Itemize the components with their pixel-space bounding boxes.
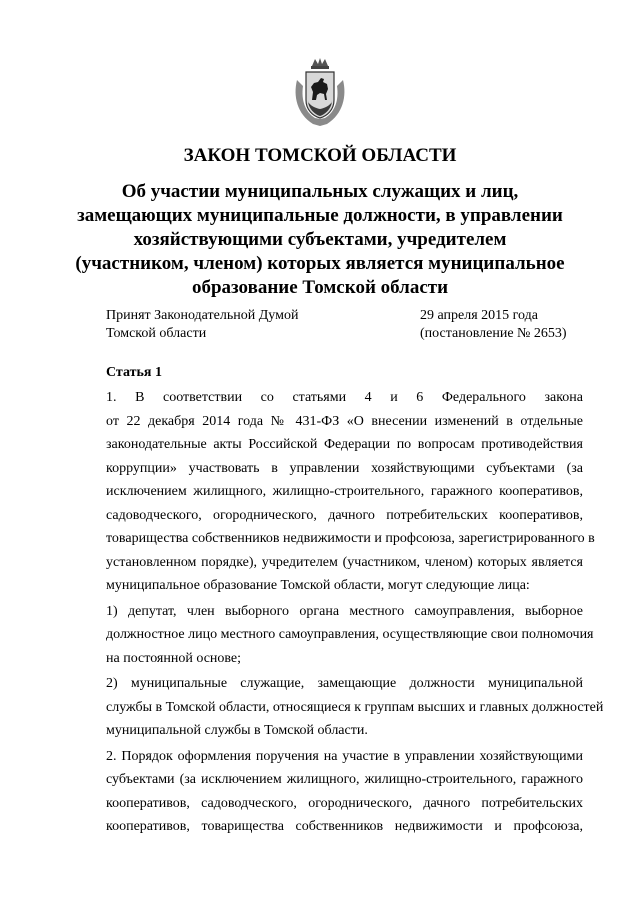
subtitle-line: Об участии муниципальных служащих и лиц,	[121, 181, 519, 202]
adoption-date-line: 29 апреля 2015 года	[420, 308, 538, 323]
paragraph	[106, 600, 594, 671]
text-line: кооперативов, товарищества собственников недвижимости и профсоюза,	[106, 819, 583, 834]
text-line: на постоянной основе;	[106, 650, 242, 666]
subtitle-line: хозяйствующими субъектами, учредителем	[133, 229, 507, 250]
text-line: 2. Порядок оформления поручения на участие в управлении хозяйствующими	[106, 748, 583, 764]
subtitle-line: образование Томской области	[191, 277, 449, 298]
subtitle-line: (участником, членом) которых является муниципальное	[75, 253, 565, 274]
text-line: от 22 декабря 2014 года № 431-ФЗ «О внесении изменений в отдельные	[106, 413, 583, 429]
text-line: службы в Томской области, относящиеся к группам высших и главных должностей	[106, 699, 604, 715]
resolution-number: (постановление № 2653)	[420, 326, 567, 341]
text-line: субъектами (за исключением жилищного, жилищно-строительного, гаражного	[106, 772, 583, 787]
law-subtitle	[50, 180, 590, 300]
adopted-by-line: Принят Законодательной Думой	[106, 308, 299, 323]
adoption-date	[420, 307, 567, 343]
text-line: законодательные акты Российской Федерации по вопросам противодействия	[106, 437, 583, 452]
text-line: товарищества собственников недвижимости и профсоюза, зарегистрированного в	[106, 531, 595, 546]
text-line: садоводческого, огороднического, дачного потребительских кооперативов,	[106, 507, 583, 523]
paragraph	[106, 745, 583, 839]
law-title: ЗАКОН ТОМСКОЙ ОБЛАСТИ	[183, 145, 457, 166]
text-line: установленном порядке), учредителем (участником, членом) которых является	[106, 554, 583, 570]
text-line: должностное лицо местного самоуправления, осуществляющие свои полномочия	[106, 627, 594, 642]
text-line: 1. В соответствии со статьями 4 и 6 Федерального закона	[106, 390, 583, 405]
text-line: муниципальное образование Томской области, могут следующие лица:	[106, 578, 530, 593]
article-heading: Статья 1	[106, 365, 162, 380]
text-line: муниципальной службы в Томской области.	[106, 723, 368, 738]
coat-of-arms-icon	[291, 56, 349, 128]
article-body	[106, 386, 604, 841]
adopted-by-line: Томской области	[106, 326, 207, 341]
adopted-by	[106, 307, 298, 343]
text-line: 2) муниципальные служащие, замещающие должности муниципальной	[106, 676, 583, 691]
subtitle-line: замещающих муниципальные должности, в управлении	[77, 205, 563, 226]
paragraph	[106, 672, 604, 743]
paragraph	[106, 386, 595, 598]
text-line: кооперативов, садоводческого, огороднического, дачного потребительских	[106, 795, 583, 811]
text-line: исключением жилищного, жилищно-строительного, гаражного кооперативов,	[106, 484, 583, 499]
text-line: коррупции» участвовать в управлении хозяйствующими субъектами (за	[106, 460, 583, 476]
text-line: 1) депутат, член выборного органа местного самоуправления, выборное	[106, 603, 583, 619]
